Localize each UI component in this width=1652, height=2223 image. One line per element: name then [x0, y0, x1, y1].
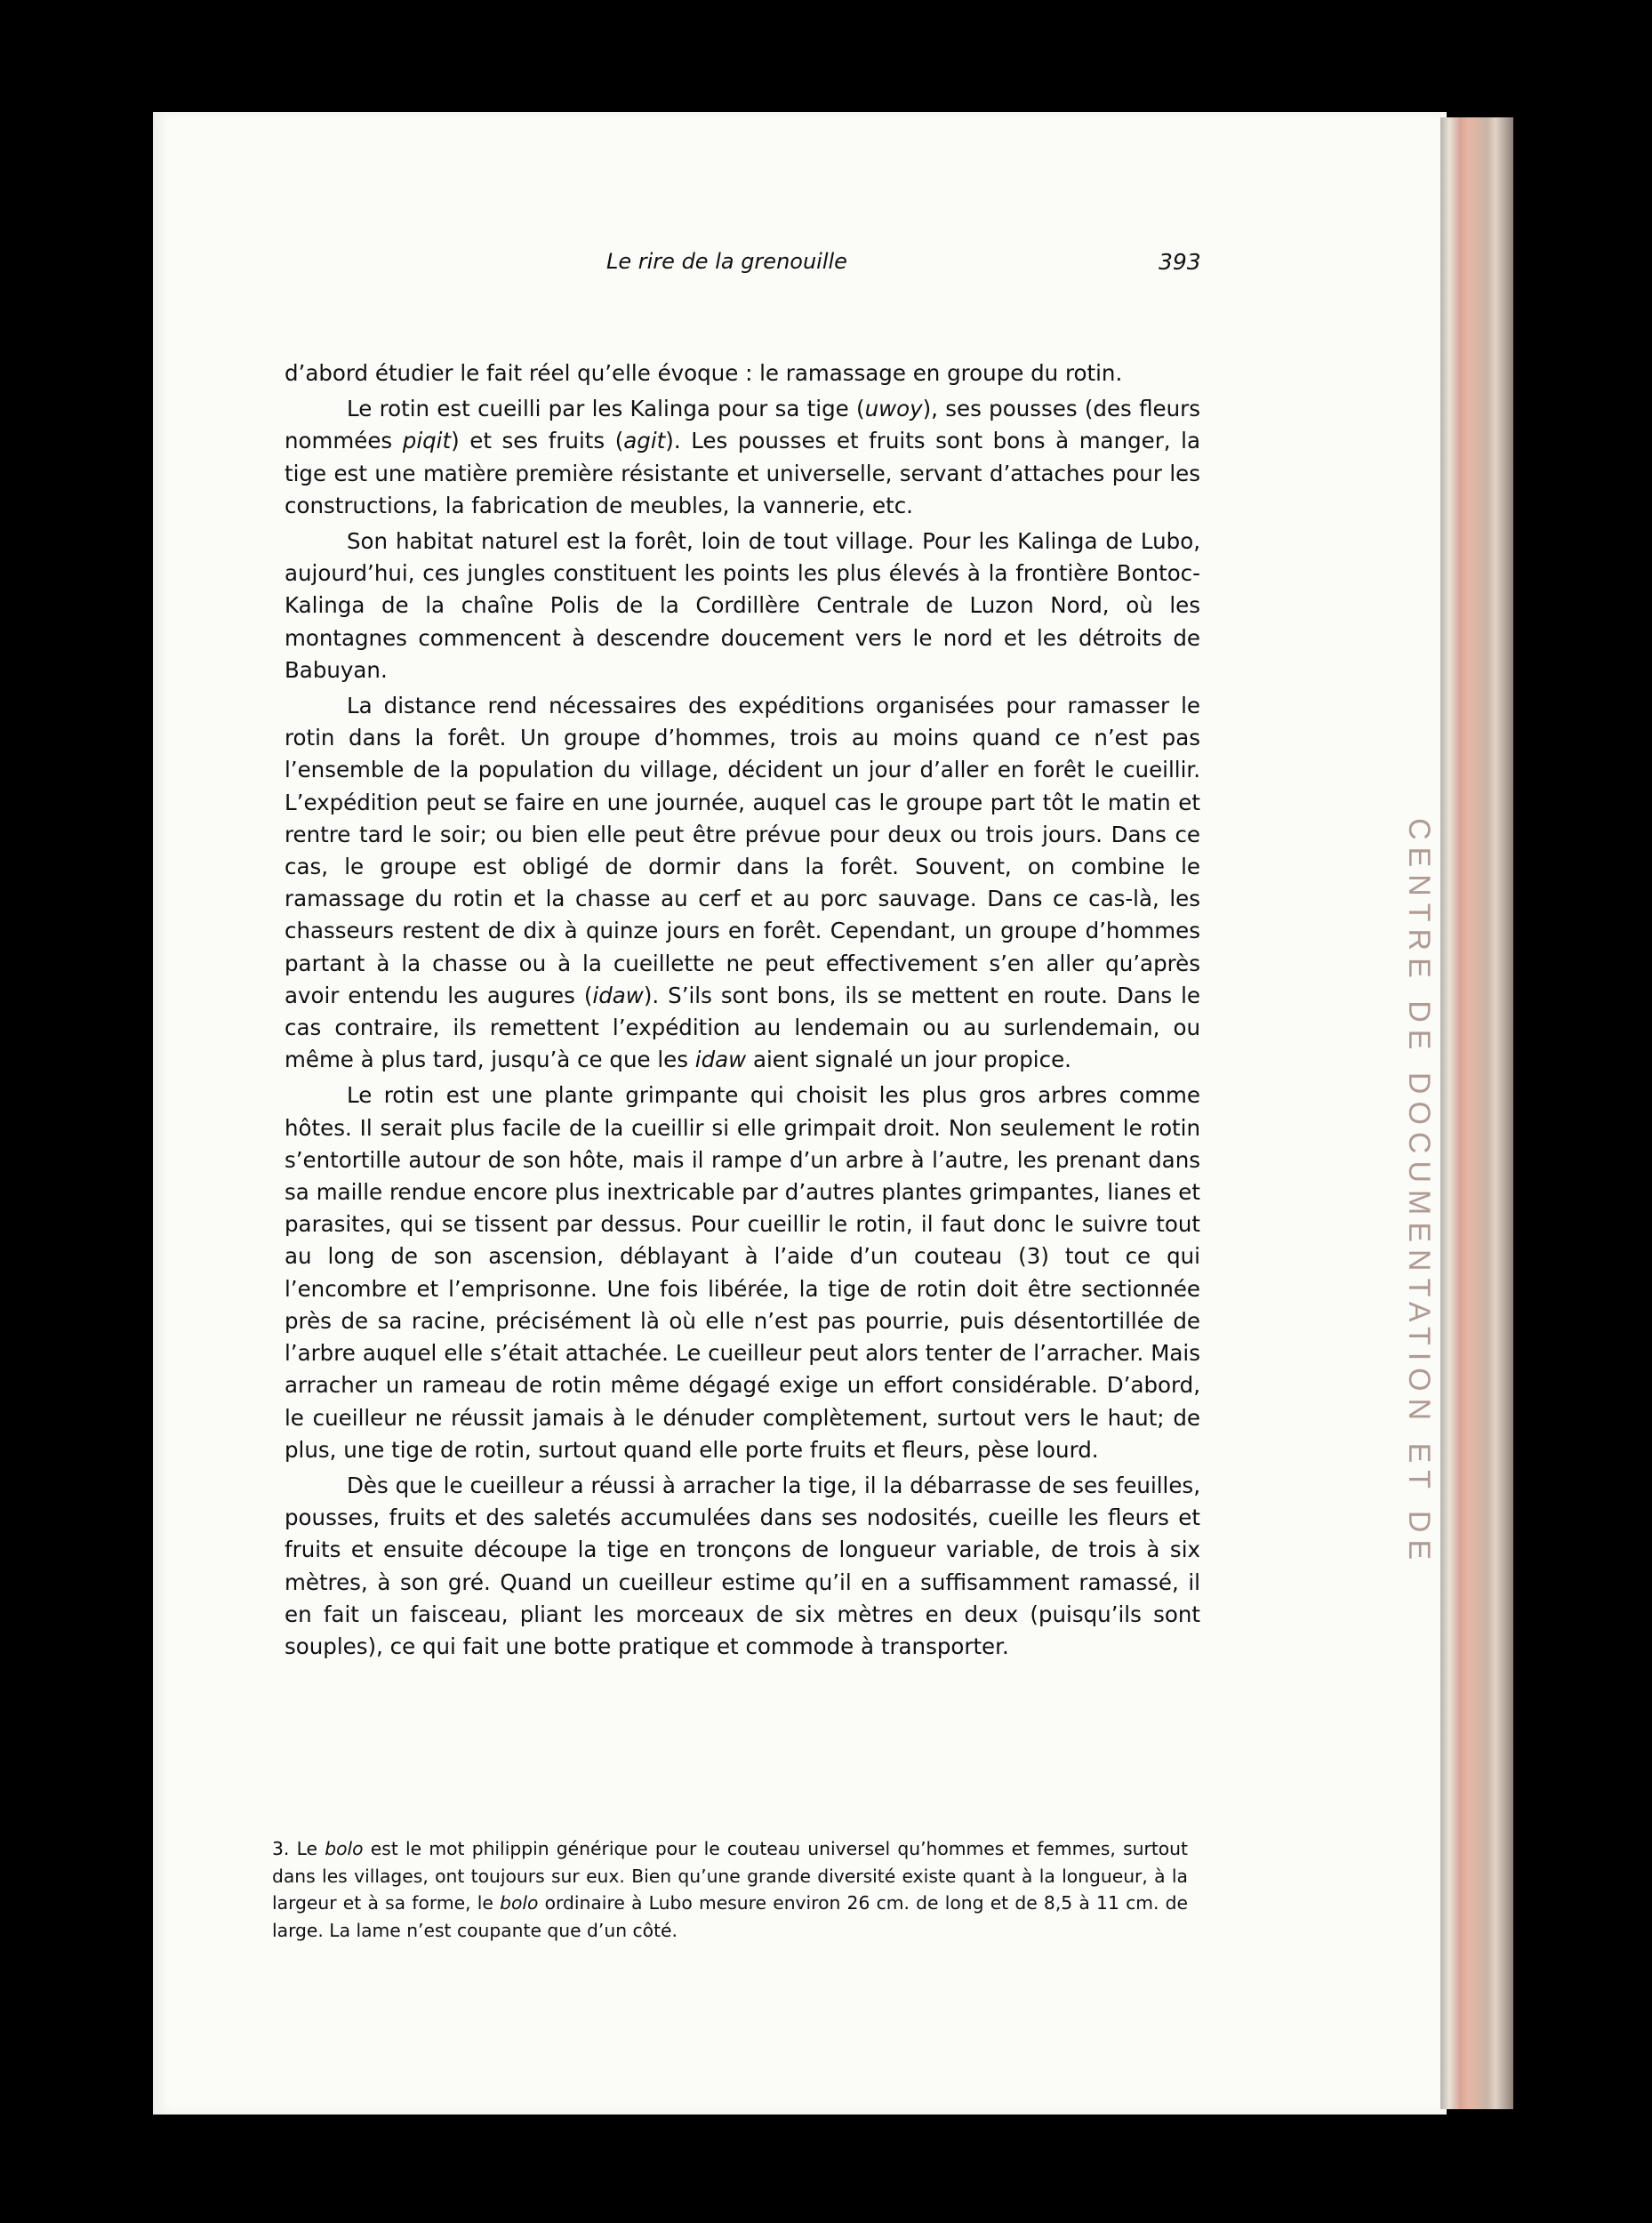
paragraph-text: d’abord étudier le fait réel qu’elle évoque : le ramassage en groupe du rotin.	[285, 360, 1123, 386]
italic-term: idaw	[694, 1047, 747, 1073]
paragraph-text: Le rotin est cueilli par les Kalinga pour sa tige (	[347, 396, 865, 422]
footnote-part: est le mot philippin générique pour le couteau universel qu’hommes et femmes, surtout dans les villages, ont toujours sur eux. Bien qu’une grande diversité existe quant à la longueur, à la largeur et à sa forme, le	[272, 1838, 1188, 1914]
italic-term: bolo	[500, 1892, 539, 1914]
page-number: 393	[1159, 249, 1201, 275]
footnote-part: ordinaire à Lubo mesure environ 26 cm. de long et de 8,5 à 11 cm. de large. La lame n’est coupante que d’un côté.	[272, 1892, 1188, 1941]
paragraph-text: La distance rend nécessaires des expéditions organisées pour ramasser le rotin dans la forêt. Un groupe d’hommes, trois au moins quand ce n’est pas l’ensemble de la population du village, décident un jour d’aller en forêt le cueillir. L’expédition peut se faire en une journée, auquel cas le groupe part tôt le matin et rentre tard le soir; ou bien elle peut être prévue pour deux ou trois jours. Dans ce cas, le groupe est obligé de dormir dans la forêt. Souvent, on combine le ramassage du rotin et la chasse au cerf et au porc sauvage. Dans ce cas-là, les chasseurs restent de dix à quinze jours en forêt. Cependant, un groupe d’hommes partant à la chasse ou à la cueillette ne peut effectivement s’en aller qu’après avoir entendu les augures (	[285, 693, 1200, 1008]
paragraph-text: ) et ses fruits (	[451, 428, 624, 454]
paragraph-3	[285, 526, 1200, 686]
paragraph-text: ). S’ils sont bons, ils se mettent en route. Dans le cas contraire, ils remettent l’expédition au lendemain ou au surlendemain, ou même à plus tard, jusqu’à ce que les	[285, 982, 1200, 1073]
italic-term: uwoy	[864, 396, 923, 422]
italic-term: idaw	[592, 982, 644, 1008]
page-edge-stack	[1440, 117, 1513, 2109]
italic-term: piqit	[402, 428, 452, 454]
paragraph-2	[285, 393, 1200, 522]
footnote-part: 3. Le	[272, 1838, 325, 1859]
italic-term: agit	[623, 428, 666, 454]
paragraph-text: ). Les pousses et fruits sont bons à manger, la tige est une matière première résistante et universelle, servant d’attaches pour les constructions, la fabrication de meubles, la vannerie, etc.	[285, 428, 1200, 518]
paragraph-6	[285, 1470, 1200, 1663]
paragraph-text: aient signalé un jour propice.	[746, 1047, 1071, 1073]
running-title: Le rire de la grenouille	[606, 249, 847, 274]
paragraph-text: Son habitat naturel est la forêt, loin de tout village. Pour les Kalinga de Lubo, aujourd’hui, ces jungles constituent les points les plus élevés à la frontière Bontoc-Kalinga de la chaîne Polis de la Cordillère Centrale de Luzon Nord, où les montagnes commencent à descendre doucement vers le nord et les détroits de Babuyan.	[285, 528, 1200, 683]
spine-stamp-text: CENTRE DE DOCUMENTATION ET DE	[1402, 818, 1436, 1568]
paragraph-1	[285, 357, 1200, 389]
paragraph-4	[285, 690, 1200, 1076]
body-text	[285, 357, 1200, 1663]
footnote-text	[272, 1835, 1188, 1944]
paragraph-text: ), ses pousses (des fleurs nommées	[285, 396, 1200, 454]
paragraph-5	[285, 1079, 1200, 1465]
footnote	[272, 1835, 1188, 1944]
paragraph-text: Dès que le cueilleur a réussi à arracher la tige, il la débarrasse de ses feuilles, pousses, fruits et des saletés accumulées dans ses nodosités, cueille les fleurs et fruits et ensuite découpe la tige en tronçons de longueur variable, de trois à six mètres, à son gré. Quand un cueilleur estime qu’il en a suffisamment ramassé, il en fait un faisceau, pliant les morceaux de six mètres en deux (puisqu’ils sont souples), ce qui fait une botte pratique et commode à transporter.	[285, 1472, 1200, 1659]
paragraph-text: Le rotin est une plante grimpante qui choisit les plus gros arbres comme hôtes. Il serait plus facile de la cueillir si elle grimpait droit. Non seulement le rotin s’entortille autour de son hôte, mais il rampe d’un arbre à l’autre, les prenant dans sa maille rendue encore plus inextricable par d’autres plantes grimpantes, lianes et parasites, qui se tissent par dessus. Pour cueillir le rotin, il faut donc le suivre tout au long de son ascension, déblayant à l’aide d’un couteau (3) tout ce qui l’encombre et l’emprisonne. Une fois libérée, la tige de rotin doit être sectionnée près de sa racine, précisément là où elle n’est pas pourrie, puis désentortillée de l’arbre auquel elle s’était attachée. Le cueilleur peut alors tenter de l’arracher. Mais arracher un rameau de rotin même dégagé exige un effort considérable. D’abord, le cueilleur ne réussit jamais à le dénuder complètement, surtout vers le haut; de plus, une tige de rotin, surtout quand elle porte fruits et fleurs, pèse lourd.	[285, 1082, 1200, 1463]
italic-term: bolo	[325, 1838, 364, 1859]
